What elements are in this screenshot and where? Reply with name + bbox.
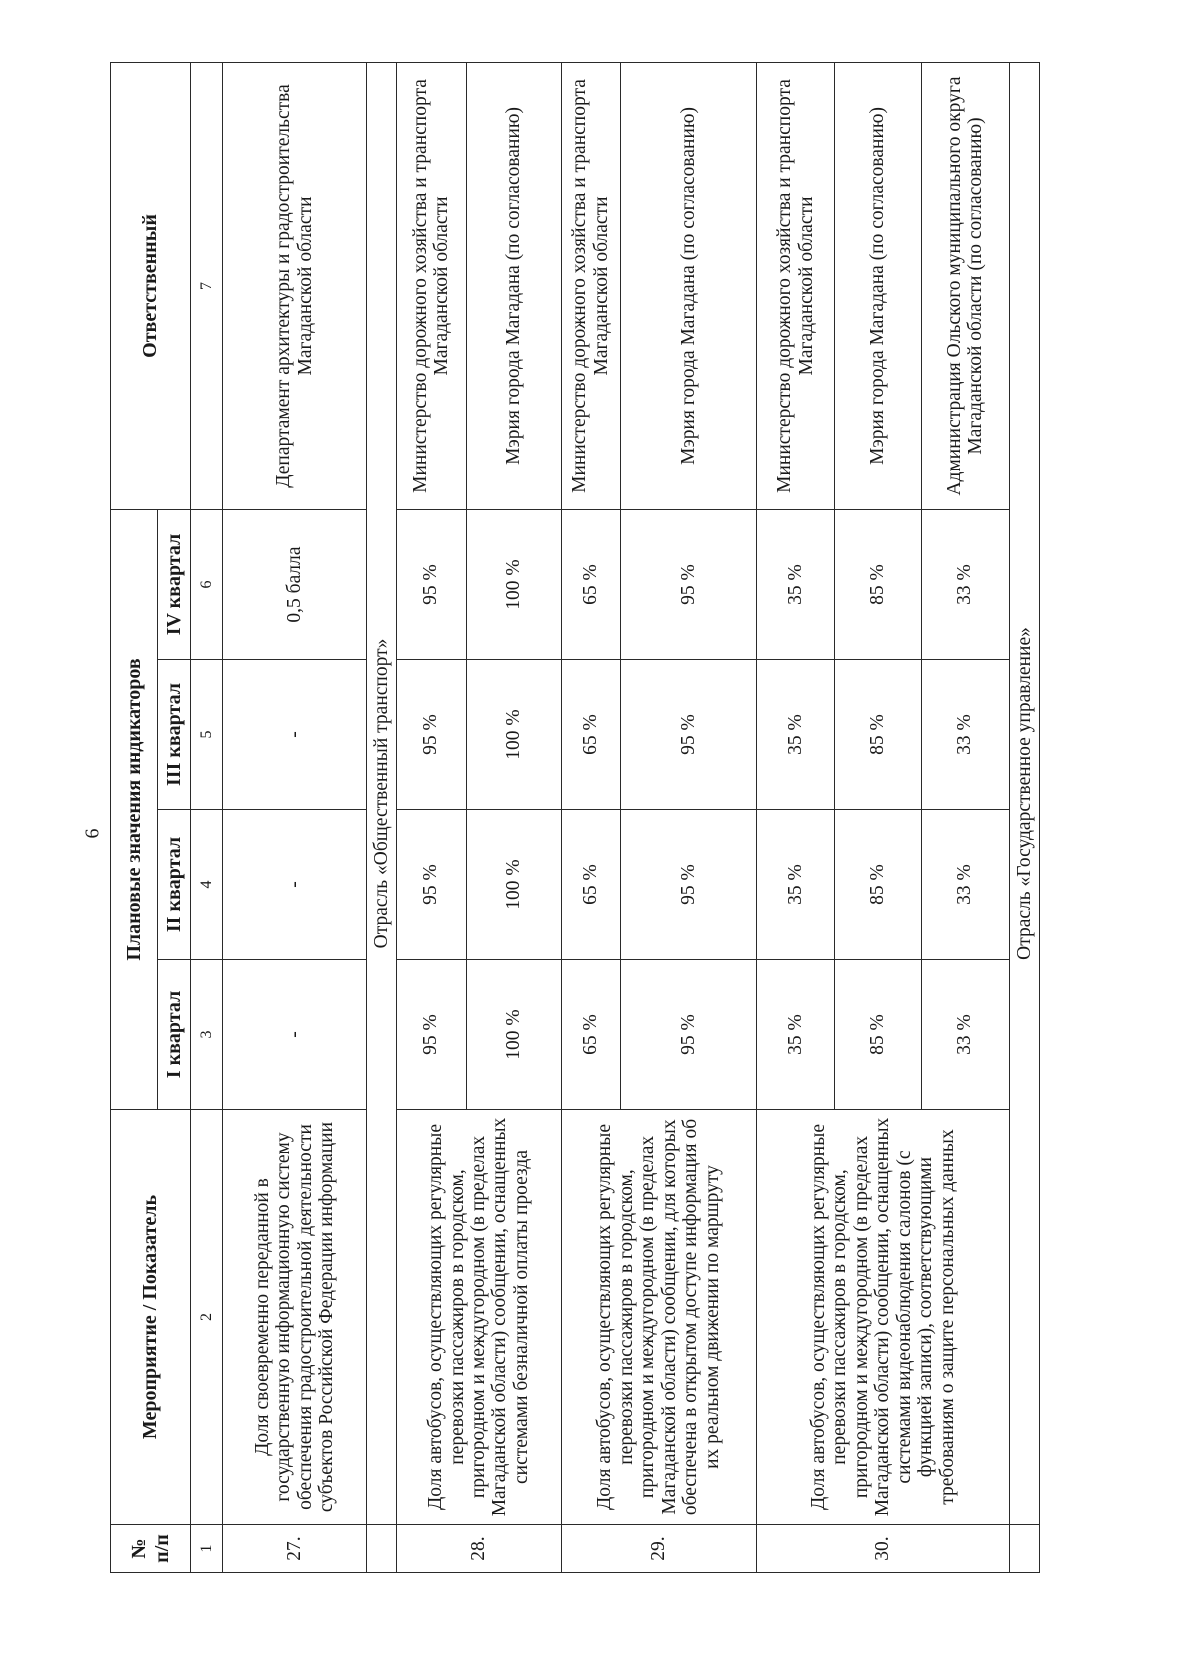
value-q1: 65 % [561,960,621,1110]
value-q2: 35 % [757,810,835,960]
col-index-2: 2 [191,1110,223,1525]
header-q3: III квартал [158,660,191,810]
value-q4: 100 % [466,509,561,659]
value-q4: 33 % [921,509,1009,659]
value-q3: 95 % [396,660,466,810]
value-q1: 95 % [621,960,757,1110]
section-row [367,62,397,1572]
col-index-4: 4 [191,810,223,960]
value-q2: 100 % [466,810,561,960]
col-index-3: 3 [191,960,223,1110]
value-q3: 35 % [757,660,835,810]
section-title: Отрасль «Государственное управление» [1010,62,1040,1524]
rotated-table-wrapper [110,63,1040,1573]
table-row [396,62,466,1572]
row-number: 27. [223,1525,367,1573]
header-planned: Плановые значения индикаторов [111,509,158,1109]
row-number: 29. [561,1525,756,1573]
indicator-name: Доля автобусов, осуществляющих регулярные перевозки пассажиров в городском, пригородном и междугородном (в пределах Магаданской области) сообщении, оснащенных системами видеонаблюдения салонов (с функцией записи), соответствующими требованиям о защите персональных данных [757,1110,1010,1525]
section-spacer [1010,1525,1040,1573]
value-q3: 33 % [921,660,1009,810]
value-q1: 85 % [835,960,921,1110]
value-q2: 85 % [835,810,921,960]
value-q4: 85 % [835,509,921,659]
value-q3: 85 % [835,660,921,810]
table-row [561,62,621,1572]
header-q2: II квартал [158,810,191,960]
col-index-7: 7 [191,62,223,509]
responsible: Мэрия города Магадана (по согласованию) [621,62,757,509]
header-row-1 [111,62,158,1572]
value-q4: 95 % [621,509,757,659]
section-title: Отрасль «Общественный транспорт» [367,62,397,1524]
indicator-name: Доля автобусов, осуществляющих регулярные перевозки пассажиров в городском, пригородном и междугородном (в пределах Магаданской области) сообщении, для которых обеспечена в открытом доступе информация об их реальном движении по маршруту [561,1110,756,1525]
header-event: Мероприятие / Показатель [111,1110,191,1525]
value-q2: - [223,810,367,960]
value-q2: 95 % [396,810,466,960]
col-index-5: 5 [191,660,223,810]
row-number: 28. [396,1525,561,1573]
section-row [1010,62,1040,1572]
column-index-row [191,62,223,1572]
table-row [223,62,367,1572]
responsible: Министерство дорожного хозяйства и транспорта Магаданской области [396,62,466,509]
value-q1: - [223,960,367,1110]
section-spacer [367,1525,397,1573]
responsible: Департамент архитектуры и градостроительства Магаданской области [223,62,367,509]
value-q4: 65 % [561,509,621,659]
value-q3: 65 % [561,660,621,810]
responsible: Администрация Ольского муниципального округа Магаданской области (по согласованию) [921,62,1009,509]
value-q1: 35 % [757,960,835,1110]
page-number: 6 [81,828,104,839]
value-q1: 100 % [466,960,561,1110]
header-q4: IV квартал [158,509,191,659]
col-index-1: 1 [191,1525,223,1573]
responsible: Мэрия города Магадана (по согласованию) [835,62,921,509]
header-num: № п/п [111,1525,191,1573]
value-q4: 35 % [757,509,835,659]
header-q1: I квартал [158,960,191,1110]
value-q3: 95 % [621,660,757,810]
value-q1: 95 % [396,960,466,1110]
header-responsible: Ответственный [111,62,191,509]
value-q3: 100 % [466,660,561,810]
value-q4: 95 % [396,509,466,659]
value-q2: 65 % [561,810,621,960]
responsible: Мэрия города Магадана (по согласованию) [466,62,561,509]
value-q1: 33 % [921,960,1009,1110]
value-q4: 0,5 балла [223,509,367,659]
value-q2: 95 % [621,810,757,960]
indicators-table [110,62,1040,1573]
value-q3: - [223,660,367,810]
indicator-name: Доля своевременно переданной в государственную информационную систему обеспечения градостроительной деятельности субъектов Российской Федерации информации [223,1110,367,1525]
col-index-6: 6 [191,509,223,659]
responsible: Министерство дорожного хозяйства и транспорта Магаданской области [757,62,835,509]
row-number: 30. [757,1525,1010,1573]
responsible: Министерство дорожного хозяйства и транспорта Магаданской области [561,62,621,509]
value-q2: 33 % [921,810,1009,960]
table-row [757,62,835,1572]
indicator-name: Доля автобусов, осуществляющих регулярные перевозки пассажиров в городском, пригородном и междугородном (в пределах Магаданской области) сообщении, оснащенных системами безналичной оплаты проезда [396,1110,561,1525]
